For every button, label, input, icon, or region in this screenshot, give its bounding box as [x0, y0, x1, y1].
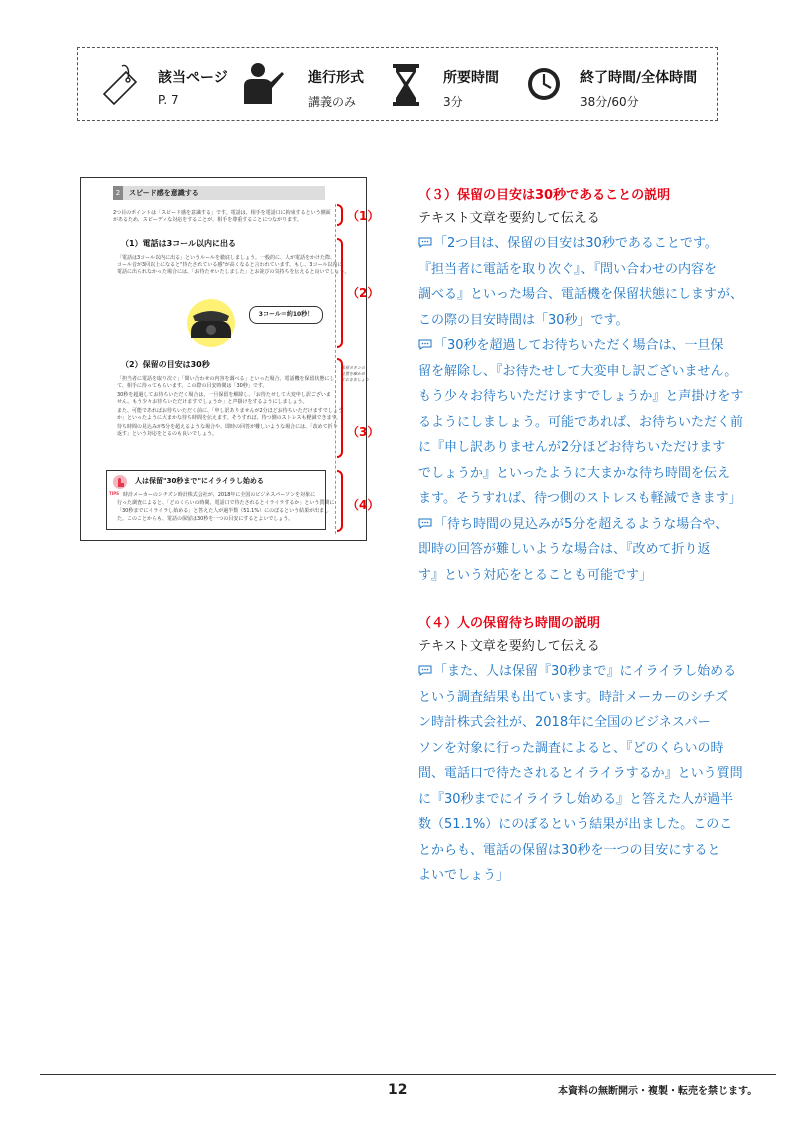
section-4: [418, 613, 743, 889]
section-title: （３）保留の目安は30秒であることの説明: [418, 188, 671, 203]
script-paragraph: 「30秒を超過してお待ちいただく場合は、一旦保 留を解除し、『お待たせして大変申し訳ございません。 もう少々お待ちいただけますでしょうか』と声掛けをす るようにしましょう。可能であれば、お待ちいただく前 に『申し訳ありませんが2分ほどお待ちいただけます でしょうか』といったように大まかな待ち時間を伝え ます。そうすれば、待つ側のストレスも軽減できます」: [418, 338, 744, 506]
info-value: 3分: [443, 95, 463, 109]
callout-bubble: 3コール＝約10秒！: [249, 306, 323, 324]
info-label: 終了時間/全体時間: [580, 70, 698, 86]
side-note-line: 位置を確かめ: [341, 371, 365, 376]
section-title: （４）人の保留待ち時間の説明: [418, 616, 601, 631]
thumb-line: 返す」という対応をとるのも良いでしょう。: [117, 431, 218, 437]
thumb-heading: （2）保留の目安は30秒: [121, 360, 210, 369]
section-subtitle: テキスト文章を要約して伝える: [418, 639, 600, 654]
red-bracket: [337, 470, 343, 532]
tips-label: TIPS: [109, 491, 120, 496]
bracket-label: （4）: [347, 498, 380, 512]
script-paragraph: 「2つ目は、保留の目安は30秒であることです。 『担当者に電話を取り次ぐ』、『問い合わせの内容を 調べる』といった場合、電話機を保留状態にしますが、 この際の目安時間は「30秒」です。: [418, 236, 744, 328]
thumb-line: 電話に出られなかった場合には、「お待たせいたしました」とお詫びの気持ちを伝えると良いでしょう。: [117, 269, 350, 275]
section-3: [418, 185, 744, 588]
hourglass-icon: [383, 60, 433, 110]
speech-bubble-icon: [418, 339, 432, 350]
section-title: スピード感を意識する: [129, 189, 199, 197]
column-divider: [335, 204, 336, 534]
thumb-line: 30秒を超過してお待ちいただく場合は、一旦保留を解除し、「お待たせして大変申し訳ございま: [117, 392, 331, 398]
red-bracket: [337, 238, 343, 348]
bracket-label: （2）: [347, 286, 380, 300]
info-label: 該当ページ: [158, 70, 228, 86]
thumb-line: か」といったように大まかな待ち時間を伝えます。そうすれば、待つ側のストレスも軽減できます。: [117, 415, 342, 421]
red-bracket: [337, 204, 343, 226]
footer-divider: [40, 1074, 776, 1075]
tips-line: 行った調査によると、「どのくらいの時間、電話口で待たされるとイライラするか」という質問に: [117, 500, 335, 506]
section-subtitle: テキスト文章を要約して伝える: [418, 211, 600, 226]
info-value: P. 7: [158, 93, 179, 107]
tag-icon: [96, 60, 146, 110]
section-number: 2: [113, 186, 123, 200]
thumb-line: て、相手に待ってもらいます。この際の目安時間は「30秒」です。: [117, 383, 268, 389]
telephone-icon: [181, 298, 241, 348]
clock-icon: [524, 60, 574, 110]
side-note-line: 保留ボタンの: [341, 365, 365, 370]
tips-title: 人は保留"30秒まで"にイライラし始める: [135, 477, 264, 485]
tips-line: 「30秒までにイライラし始める」と答えた人が過半数（51.1%）にのぼるという結果が出まし: [117, 508, 330, 514]
thumb-line: 「電話は3コール以内に出る」というルールを徹底しましょう。一般的に、人が電話をかけた際、: [117, 255, 335, 261]
tips-line: 時計メーカーのシチズン時計株式会社が、2018年に全国のビジネスパーソンを対象に: [123, 492, 316, 498]
speech-bubble-icon: [418, 518, 432, 529]
session-info-box: [77, 47, 718, 121]
thumb-heading: （1）電話は3コール以内に出る: [121, 239, 236, 248]
thumb-line: 「担当者に電話を取り次ぐ」「問い合わせの内容を調べる」といった場合、電話機を保留状態にし: [117, 376, 335, 382]
intro-line: があるため、スピーディな対応をすることが、相手を尊重することにつながります。: [113, 217, 302, 223]
tips-line: た。このことからも、電話の保留は30秒を一つの目安にするとよいでしょう。: [117, 516, 294, 522]
lecturer-icon: [238, 60, 288, 110]
intro-line: 2つ目のポイントは「スピード感を意識する」です。電話は、相手を電話口に拘束するという側面: [113, 210, 331, 216]
script-paragraph: 「待ち時間の見込みが5分を超えるような場合や、 即時の回答が難しいような場合は、『改めて折り返 す』という対応をとることも可能です」: [418, 516, 729, 583]
speech-bubble-icon: [418, 237, 432, 248]
bracket-label: （1）: [347, 209, 380, 223]
info-value: 講義のみ: [308, 95, 357, 109]
thumb-line: 待ち時間の見込みが5分を超えるような場合や、即時の回答が難しいような場合には、「改めて折り: [117, 424, 338, 430]
thumb-line: また、可能であればお待ちいただく前に、「申し訳ありませんが2分ほどお待ちいただけますでしょう: [117, 408, 343, 414]
thumb-line: コール音が3回以上になると"待たされている感"が高くなると言われています。もし、3コール以内に: [117, 262, 343, 268]
bracket-label: （3）: [347, 425, 380, 439]
red-bracket: [337, 358, 343, 458]
speech-bubble-icon: [418, 665, 432, 676]
info-label: 進行形式: [308, 70, 364, 86]
textbook-page-thumbnail: [80, 177, 380, 541]
info-label: 所要時間: [443, 70, 499, 86]
copyright-notice: 本資料の無断開示・複製・転売を禁じます。: [558, 1086, 758, 1097]
script-paragraph: 「また、人は保留『30秒まで』にイライラし始める という調査結果も出ています。時計メーカーのシチズ ン時計株式会社が、2018年に全国のビジネスパー ソンを対象に行った調査によると、『どのくらいの時 間、電話口で待たされるとイライラするか』という質問 に『30秒までにイライラし始める』と答えた人が過半 数（51.1%）にのぼるという結果が出ました。このこ とからも、電話の保留は30秒を一つの目安にすると よいでしょう」: [418, 664, 743, 883]
thumb-line: せん。もう少々お待ちいただけますでしょうか」と声掛けをするようにしましょう。: [117, 399, 308, 405]
info-value: 38分/60分: [580, 95, 639, 109]
page-number: 12: [388, 1082, 408, 1098]
side-note-line: ておきましょう: [341, 377, 369, 382]
